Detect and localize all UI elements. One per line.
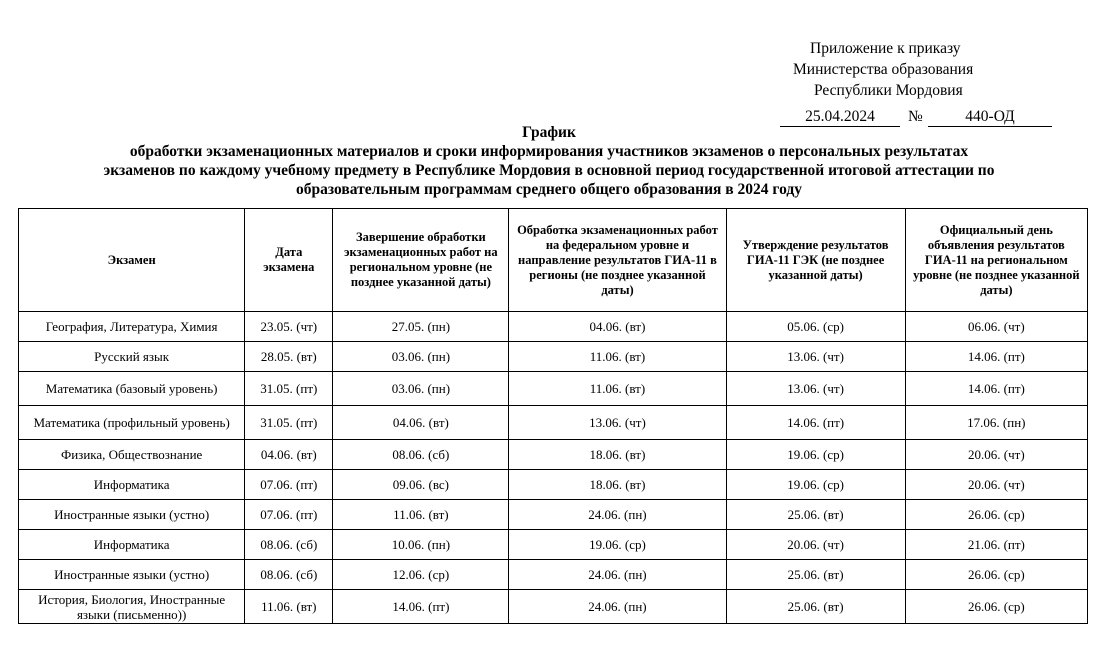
cell-announcement: 21.06. (пт) — [905, 530, 1087, 560]
table-header-row — [19, 209, 1088, 312]
cell-exam-date: 08.06. (сб) — [245, 530, 333, 560]
table-row — [19, 440, 1088, 470]
cell-exam: Иностранные языки (устно) — [19, 500, 245, 530]
cell-exam: Информатика — [19, 530, 245, 560]
title-line-2: обработки экзаменационных материалов и сроки информирования участников экзаменов о персональных результатах — [129, 143, 969, 160]
cell-announcement: 14.06. (пт) — [905, 342, 1087, 372]
cell-exam: Математика (профильный уровень) — [19, 406, 245, 440]
cell-federal: 19.06. (ср) — [509, 530, 726, 560]
cell-gek: 25.06. (вт) — [726, 560, 905, 590]
cell-exam: Физика, Обществознание — [19, 440, 245, 470]
cell-exam: Математика (базовый уровень) — [19, 372, 245, 406]
cell-regional: 27.05. (пн) — [333, 312, 509, 342]
cell-exam: История, Биология, Иностранные языки (письменно)) — [19, 590, 245, 624]
cell-exam: География, Литература, Химия — [19, 312, 245, 342]
cell-announcement: 26.06. (ср) — [905, 500, 1087, 530]
table-row — [19, 372, 1088, 406]
table-row — [19, 590, 1088, 624]
cell-regional: 10.06. (пн) — [333, 530, 509, 560]
cell-regional: 14.06. (пт) — [333, 590, 509, 624]
order-number: 440-ОД — [928, 107, 1052, 127]
table-row — [19, 342, 1088, 372]
cell-exam-date: 08.06. (сб) — [245, 560, 333, 590]
cell-exam-date: 23.05. (чт) — [245, 312, 333, 342]
table-row — [19, 406, 1088, 440]
cell-announcement: 20.06. (чт) — [905, 440, 1087, 470]
cell-gek: 19.06. (ср) — [726, 440, 905, 470]
cell-exam-date: 31.05. (пт) — [245, 406, 333, 440]
cell-gek: 25.06. (вт) — [726, 500, 905, 530]
order-number-label: № — [908, 108, 923, 125]
cell-federal: 24.06. (пн) — [509, 590, 726, 624]
cell-federal: 04.06. (вт) — [509, 312, 726, 342]
cell-federal: 13.06. (чт) — [509, 406, 726, 440]
order-date: 25.04.2024 — [780, 107, 900, 127]
cell-gek: 19.06. (ср) — [726, 470, 905, 500]
cell-exam: Русский язык — [19, 342, 245, 372]
cell-exam-date: 07.06. (пт) — [245, 470, 333, 500]
cell-exam-date: 28.05. (вт) — [245, 342, 333, 372]
cell-regional: 03.06. (пн) — [333, 342, 509, 372]
table-row — [19, 470, 1088, 500]
table-row — [19, 560, 1088, 590]
annex-line-1: Приложение к приказу — [810, 40, 961, 57]
cell-federal: 11.06. (вт) — [509, 342, 726, 372]
cell-gek: 13.06. (чт) — [726, 372, 905, 406]
cell-announcement: 26.06. (ср) — [905, 560, 1087, 590]
table-row — [19, 500, 1088, 530]
cell-exam: Иностранные языки (устно) — [19, 560, 245, 590]
annex-block — [770, 38, 1070, 101]
cell-gek: 25.06. (вт) — [726, 590, 905, 624]
table-row — [19, 312, 1088, 342]
cell-announcement: 06.06. (чт) — [905, 312, 1087, 342]
cell-gek: 13.06. (чт) — [726, 342, 905, 372]
cell-exam-date: 04.06. (вт) — [245, 440, 333, 470]
header-federal-processing: Обработка экзаменационных работ на федеральном уровне и направление результатов ГИА-11 в регионы (не позднее указанной даты) — [509, 209, 726, 312]
cell-regional: 03.06. (пн) — [333, 372, 509, 406]
cell-federal: 11.06. (вт) — [509, 372, 726, 406]
cell-gek: 14.06. (пт) — [726, 406, 905, 440]
cell-exam-date: 31.05. (пт) — [245, 372, 333, 406]
title-line-4: образовательным программам среднего общего образования в 2024 году — [296, 181, 802, 198]
cell-gek: 20.06. (чт) — [726, 530, 905, 560]
document-title — [20, 123, 1078, 199]
cell-federal: 24.06. (пн) — [509, 500, 726, 530]
title-line-1: График — [522, 124, 576, 141]
exam-schedule-table — [18, 208, 1088, 624]
cell-federal: 18.06. (вт) — [509, 470, 726, 500]
header-gek-approval: Утверждение результатов ГИА-11 ГЭК (не позднее указанной даты) — [726, 209, 905, 312]
cell-regional: 09.06. (вс) — [333, 470, 509, 500]
title-line-3: экзаменов по каждому учебному предмету в Республике Мордовия в основной период государственной итоговой аттестации по — [103, 162, 995, 179]
cell-regional: 04.06. (вт) — [333, 406, 509, 440]
cell-federal: 18.06. (вт) — [509, 440, 726, 470]
cell-federal: 24.06. (пн) — [509, 560, 726, 590]
cell-announcement: 17.06. (пн) — [905, 406, 1087, 440]
cell-announcement: 20.06. (чт) — [905, 470, 1087, 500]
header-exam-date: Дата экзамена — [245, 209, 333, 312]
cell-announcement: 14.06. (пт) — [905, 372, 1087, 406]
cell-regional: 12.06. (ср) — [333, 560, 509, 590]
cell-announcement: 26.06. (ср) — [905, 590, 1087, 624]
table-row — [19, 530, 1088, 560]
cell-regional: 08.06. (сб) — [333, 440, 509, 470]
header-regional-processing: Завершение обработки экзаменационных работ на региональном уровне (не позднее указанной даты) — [333, 209, 509, 312]
cell-exam-date: 11.06. (вт) — [245, 590, 333, 624]
cell-exam: Информатика — [19, 470, 245, 500]
cell-exam-date: 07.06. (пт) — [245, 500, 333, 530]
cell-gek: 05.06. (ср) — [726, 312, 905, 342]
header-results-announcement: Официальный день объявления результатов ГИА-11 на региональном уровне (не позднее указанной даты) — [905, 209, 1087, 312]
cell-regional: 11.06. (вт) — [333, 500, 509, 530]
annex-line-2: Министерства образования — [793, 61, 974, 78]
annex-line-3: Республики Мордовия — [814, 82, 963, 99]
header-exam: Экзамен — [19, 209, 245, 312]
